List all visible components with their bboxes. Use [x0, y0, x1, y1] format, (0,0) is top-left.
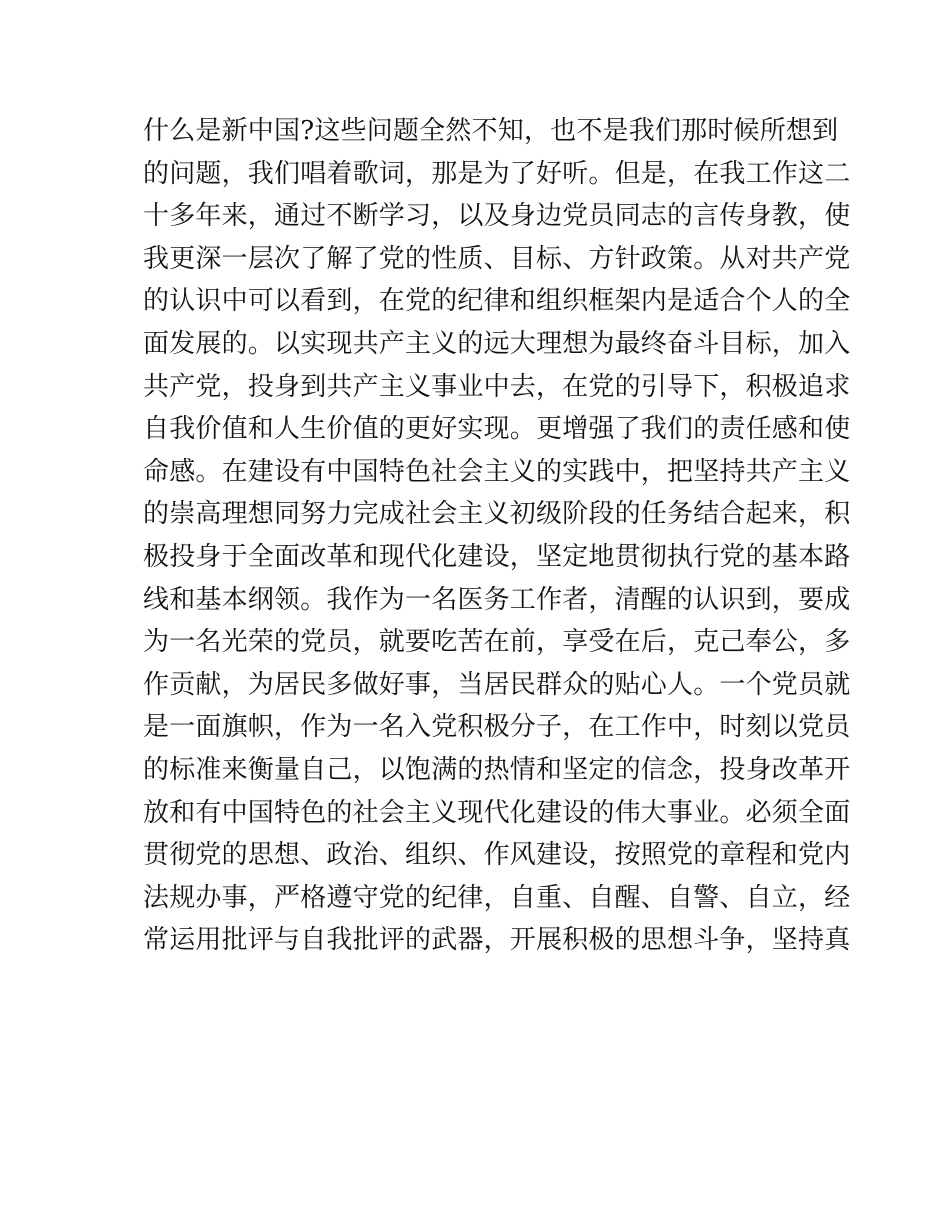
- text-line: 线和基本纲领。我作为一名医务工作者，清醒的认识到，要成: [143, 584, 851, 615]
- text-line: 法规办事，严格遵守党的纪律，自重、自醒、自警、自立，经: [143, 882, 851, 913]
- text-line: 贯彻党的思想、政治、组织、作风建设，按照党的章程和党内: [143, 840, 851, 871]
- text-line: 的问题，我们唱着歌词，那是为了好听。但是，在我工作这二: [143, 158, 851, 189]
- text-line: 命感。在建设有中国特色社会主义的实践中，把坚持共产主义: [143, 456, 851, 487]
- text-line: 是一面旗帜，作为一名入党积极分子，在工作中，时刻以党员: [143, 712, 851, 743]
- body-text: [143, 110, 851, 962]
- text-line: 十多年来，通过不断学习，以及身边党员同志的言传身教，使: [143, 201, 851, 232]
- text-line: 极投身于全面改革和现代化建设，坚定地贯彻执行党的基本路: [143, 541, 851, 572]
- text-line: 的标准来衡量自己，以饱满的热情和坚定的信念，投身改革开: [143, 754, 851, 785]
- text-line: 放和有中国特色的社会主义现代化建设的伟大事业。必须全面: [143, 797, 851, 828]
- text-line: 的认识中可以看到，在党的纪律和组织框架内是适合个人的全: [143, 286, 851, 317]
- text-line: 共产党，投身到共产主义事业中去，在党的引导下，积极追求: [143, 371, 851, 402]
- text-line: 我更深一层次了解了党的性质、目标、方针政策。从对共产党: [143, 243, 851, 274]
- text-line: 的崇高理想同努力完成社会主义初级阶段的任务结合起来，积: [143, 499, 851, 530]
- text-line: 什么是新中国?这些问题全然不知，也不是我们那时候所想到: [143, 116, 839, 146]
- text-line: 作贡献，为居民多做好事，当居民群众的贴心人。一个党员就: [143, 669, 851, 700]
- text-line: 自我价值和人生价值的更好实现。更增强了我们的责任感和使: [143, 414, 851, 445]
- text-line: 面发展的。以实现共产主义的远大理想为最终奋斗目标，加入: [143, 328, 851, 359]
- text-line: 为一名光荣的党员，就要吃苦在前，享受在后，克己奉公，多: [143, 627, 851, 658]
- text-line: 常运用批评与自我批评的武器，开展积极的思想斗争，坚持真: [143, 925, 851, 956]
